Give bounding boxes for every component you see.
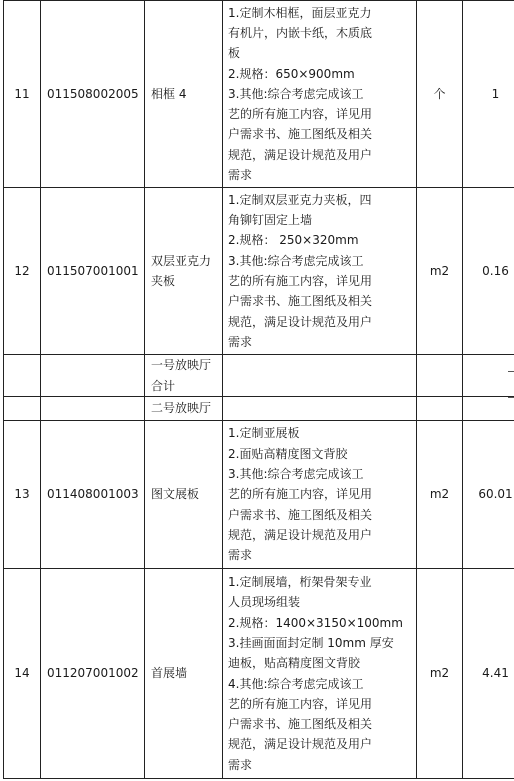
quantity-cell: 60.01 (463, 421, 514, 569)
unit-cell: m2 (417, 188, 463, 355)
edge-mark (508, 397, 514, 398)
item-number-cell: 14 (4, 569, 41, 779)
description-line: 艺的所有施工内容，详见用 (228, 696, 373, 711)
description-line: 板 (228, 46, 241, 61)
description-line: 3.挂画面面封定制 10mm 厚安 (228, 635, 394, 650)
item-description-cell (223, 397, 417, 421)
description-line: 2.规格： 250×320mm (228, 233, 359, 248)
item-name-line: 首展墙 (151, 666, 188, 681)
item-name-cell (145, 188, 223, 355)
table-row (4, 355, 514, 397)
item-code-cell: 011408001003 (41, 421, 145, 569)
description-line: 户需求书、施工图纸及相关 (228, 717, 373, 732)
item-name-line: 二号放映厅 (151, 401, 212, 416)
table-row (4, 421, 514, 569)
description-line: 有机片，内嵌卡纸，木质底 (228, 25, 373, 40)
unit-cell (417, 397, 463, 421)
description-line: 3.其他:综合考虑完成该工 (228, 253, 364, 268)
description-line: 艺的所有施工内容，详见用 (228, 487, 373, 502)
description-line: 2.面贴高精度图文背胶 (228, 446, 348, 461)
item-code-cell: 011508002005 (41, 1, 145, 188)
description-line: 需求 (228, 334, 253, 349)
item-name-line: 双层亚克力 (151, 253, 212, 268)
item-name-cell (145, 569, 223, 779)
description-line: 户需求书、施工图纸及相关 (228, 507, 373, 522)
bill-of-quantities-table (3, 0, 514, 779)
item-name-line: 相框 4 (151, 86, 187, 101)
quantity-cell (463, 397, 514, 421)
description-line: 需求 (228, 548, 253, 563)
item-description-cell (223, 1, 417, 188)
description-line: 4.其他:综合考虑完成该工 (228, 676, 364, 691)
description-line: 艺的所有施工内容，详见用 (228, 107, 373, 122)
quantity-cell: 4.41 (463, 569, 514, 779)
unit-cell: 个 (417, 1, 463, 188)
table-row (4, 569, 514, 779)
description-line: 规范，满足设计规范及用户 (228, 737, 373, 752)
item-name-line: 夹板 (151, 274, 176, 288)
item-code-cell (41, 355, 145, 397)
item-number-cell: 13 (4, 421, 41, 569)
description-line: 艺的所有施工内容，详见用 (228, 274, 373, 288)
item-code-cell (41, 397, 145, 421)
description-line: 1.定制双层亚克力夹板，四 (228, 192, 372, 207)
item-number-cell (4, 355, 41, 397)
edge-mark (508, 371, 514, 372)
item-description-cell (223, 421, 417, 569)
item-name-cell (145, 421, 223, 569)
table-row (4, 397, 514, 421)
description-line: 规范，满足设计规范及用户 (228, 147, 373, 162)
item-number-cell: 12 (4, 188, 41, 355)
description-line: 户需求书、施工图纸及相关 (228, 127, 373, 142)
item-name-cell (145, 397, 223, 421)
item-code-cell: 011207001002 (41, 569, 145, 779)
description-line: 2.规格：650×900mm (228, 66, 355, 81)
quantity-cell: 0.16 (463, 188, 514, 355)
quantity-cell: 1 (463, 1, 514, 188)
description-line: 3.其他:综合考虑完成该工 (228, 86, 364, 101)
unit-cell: m2 (417, 569, 463, 779)
description-line: 人员现场组装 (228, 595, 301, 610)
item-name-line: 图文展板 (151, 487, 200, 502)
table-row (4, 1, 514, 188)
item-code-cell: 011507001001 (41, 188, 145, 355)
description-line: 2.规格：1400×3150×100mm (228, 615, 403, 630)
item-description-cell (223, 355, 417, 397)
description-line: 规范，满足设计规范及用户 (228, 527, 373, 542)
description-line: 1.定制展墙，桁架骨架专业 (228, 575, 372, 590)
description-line: 需求 (228, 757, 253, 772)
description-line: 角铆钉固定上墙 (228, 213, 313, 228)
item-name-line: 合计 (151, 378, 176, 393)
item-name-cell (145, 355, 223, 397)
unit-cell: m2 (417, 421, 463, 569)
table-row (4, 188, 514, 355)
description-line: 需求 (228, 168, 253, 183)
description-line: 规范，满足设计规范及用户 (228, 314, 373, 329)
quantity-cell (463, 355, 514, 397)
item-description-cell (223, 569, 417, 779)
item-name-line: 一号放映厅 (151, 358, 212, 373)
item-name-cell (145, 1, 223, 188)
description-line: 1.定制亚展板 (228, 426, 300, 441)
item-description-cell (223, 188, 417, 355)
description-line: 3.其他:综合考虑完成该工 (228, 467, 364, 482)
description-line: 户需求书、施工图纸及相关 (228, 294, 373, 309)
item-number-cell: 11 (4, 1, 41, 188)
description-line: 1.定制木相框，面层亚克力 (228, 5, 372, 20)
unit-cell (417, 355, 463, 397)
description-line: 迪板，贴高精度图文背胶 (228, 656, 361, 671)
item-number-cell (4, 397, 41, 421)
